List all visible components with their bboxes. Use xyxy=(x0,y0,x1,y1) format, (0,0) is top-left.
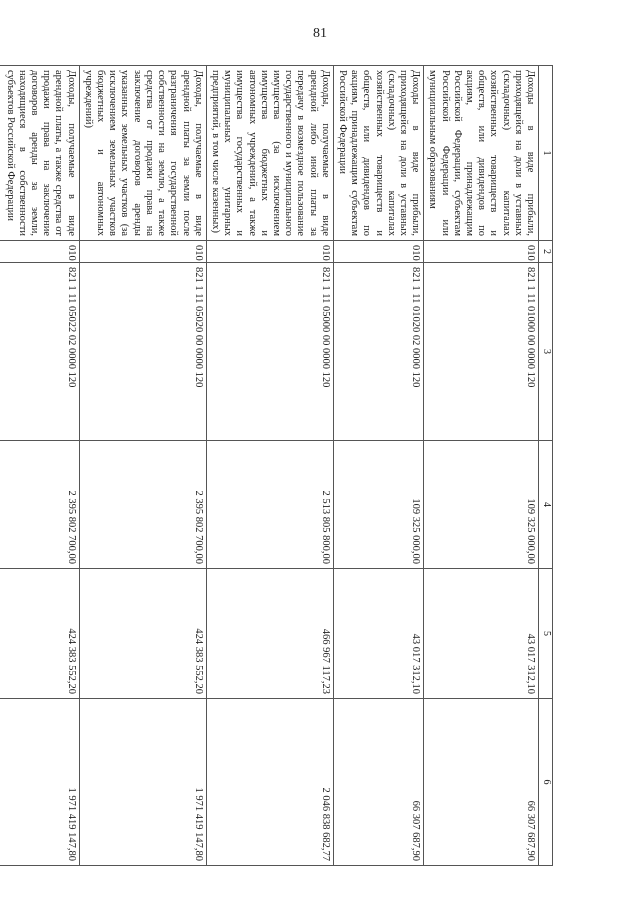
row-description: Доходы в виде прибыли, приходящейся на доли в уставных (складочных) капиталах хозяйственных товариществ и обществ, или дивидендов по акциям, принадлежащим субъектам Российской Федерации xyxy=(333,66,423,241)
row-executed: 424 383 552,20 xyxy=(0,569,79,699)
header-col-2: 2 xyxy=(539,241,553,263)
row-unexecuted: 66 307 687,90 xyxy=(333,699,423,866)
row-unexecuted: 1 971 419 147,80 xyxy=(0,699,79,866)
table-row xyxy=(206,66,333,866)
row-line-code: 010 xyxy=(0,241,79,263)
page-number: 81 xyxy=(313,26,327,41)
table-row xyxy=(79,66,206,866)
row-approved: 109 325 000,00 xyxy=(424,441,539,569)
row-description: Доходы, получаемые в виде арендной либо иной платы за передачу в возмездное пользование государственного и муниципального имущества (за исключением имущества бюджетных и автономных учреждений, а также имущества государственных и муниципальных унитарных предприятий, в том числе казенных) xyxy=(206,66,333,241)
row-description: Доходы в виде прибыли, приходящейся на доли в уставных (складочных) капиталах хозяйственных товариществ и обществ, или дивидендов по акциям, принадлежащим Российской Федерации, субъектам Российской Федерации или муниципальным образованиям xyxy=(424,66,539,241)
row-budget-code: 821 1 11 01000 00 0000 120 xyxy=(424,263,539,441)
row-description: Доходы, получаемые в виде арендной платы, а также средства от продажи права на заключение договоров аренды за земли, находящиеся в собственности субъектов Российской Федерации xyxy=(0,66,79,241)
row-line-code: 010 xyxy=(333,241,423,263)
row-budget-code: 821 1 11 05020 00 0000 120 xyxy=(79,263,206,441)
header-col-5: 5 xyxy=(539,569,553,699)
row-description: Доходы, получаемые в виде арендной платы за земли после разграничения государственной собственности на землю, а также средства от продажи права на заключение договоров аренды указанных земельных участков (за исключением земельных участков бюджетных и автономных учреждений) xyxy=(79,66,206,241)
header-col-4: 4 xyxy=(539,441,553,569)
row-unexecuted: 66 307 687,90 xyxy=(424,699,539,866)
row-unexecuted: 2 046 838 682,77 xyxy=(206,699,333,866)
row-executed: 466 967 117,23 xyxy=(206,569,333,699)
row-approved: 2 395 802 700,00 xyxy=(79,441,206,569)
row-unexecuted: 1 971 419 147,80 xyxy=(79,699,206,866)
row-executed: 43 017 312,10 xyxy=(424,569,539,699)
row-budget-code: 821 1 11 05022 02 0000 120 xyxy=(0,263,79,441)
table-row xyxy=(0,66,79,866)
row-line-code: 010 xyxy=(424,241,539,263)
header-col-6: 6 xyxy=(539,699,553,866)
row-approved: 2 513 805 800,00 xyxy=(206,441,333,569)
header-col-3: 3 xyxy=(539,263,553,441)
row-line-code: 010 xyxy=(206,241,333,263)
income-table-rotated xyxy=(4,65,553,865)
row-approved: 2 395 802 700,00 xyxy=(0,441,79,569)
header-col-1: 1 xyxy=(539,66,553,241)
row-budget-code: 821 1 11 05000 00 0000 120 xyxy=(206,263,333,441)
row-executed: 424 383 552,20 xyxy=(79,569,206,699)
table-row xyxy=(424,66,539,866)
row-line-code: 010 xyxy=(79,241,206,263)
row-budget-code: 821 1 11 01020 02 0000 120 xyxy=(333,263,423,441)
row-approved: 109 325 000,00 xyxy=(333,441,423,569)
row-executed: 43 017 312,10 xyxy=(333,569,423,699)
income-table xyxy=(0,65,553,866)
table-row xyxy=(333,66,423,866)
header-row xyxy=(539,66,553,866)
